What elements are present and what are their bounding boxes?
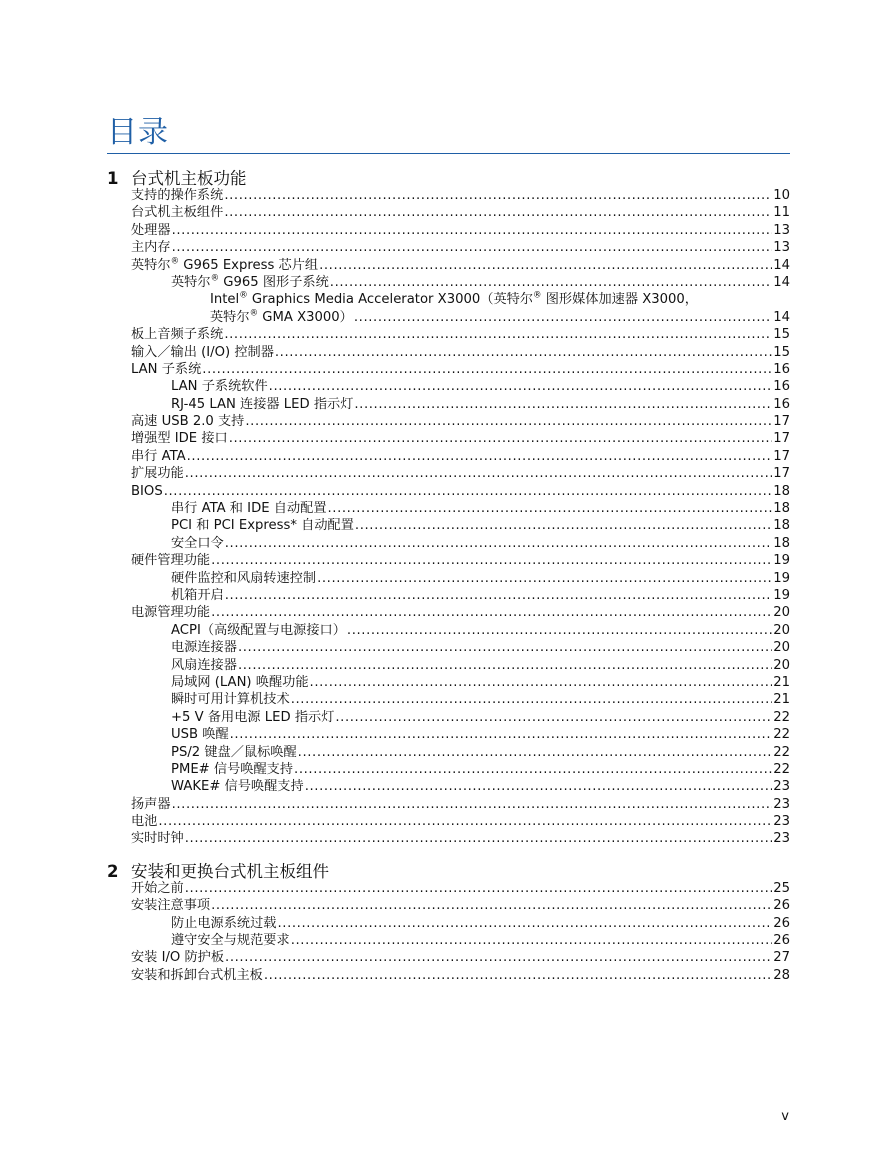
toc-entry[interactable] [107,778,790,795]
toc-entry-label: 串行 ATA [131,448,186,464]
toc-page-number: 27 [773,950,790,966]
toc-entry-label: 高速 USB 2.0 支持 [131,414,245,430]
toc-page-number: 23 [773,796,790,812]
toc-page-number: 23 [773,814,790,830]
dot-leader [211,552,772,569]
toc-entry-label: 处理器 [131,222,171,238]
toc-page-number: 13 [773,222,790,238]
dot-leader [225,949,772,966]
toc-page-number: 17 [773,431,790,447]
dot-leader [172,239,773,256]
toc-entry[interactable] [107,326,790,343]
toc-entry[interactable] [107,465,790,482]
toc-entry[interactable] [107,622,790,639]
toc-entry-label: PME# 信号唤醒支持 [171,761,294,777]
dot-leader [158,813,772,830]
toc-entry-label [210,309,353,326]
chapter-heading[interactable] [107,165,790,187]
toc-entry[interactable] [107,813,790,830]
toc-page-number: 19 [773,587,790,603]
toc-entry-label: USB 唤醒 [171,727,229,743]
dot-leader [298,744,773,761]
toc-entry[interactable] [107,657,790,674]
dot-leader [269,378,773,395]
toc-entry-label: 安装和拆卸台式机主板 [131,967,263,983]
toc-entry-label: 安全口令 [171,535,224,551]
toc-entry[interactable] [107,880,790,897]
toc-page-number: 17 [773,414,790,430]
dot-leader [224,204,772,221]
toc-page-number: 15 [773,344,790,360]
toc-page-number: 17 [773,466,790,482]
page-title: 目录 [107,115,169,150]
dot-leader [291,691,773,708]
toc-entry-label: 扬声器 [131,796,171,812]
toc-entry-label: RJ-45 LAN 连接器 LED 指示灯 [171,396,354,412]
toc-entry[interactable] [107,949,790,966]
toc-entry[interactable] [107,378,790,395]
toc-page-number: 14 [773,274,790,290]
toc-page-number: 21 [773,674,790,690]
chapter-title: 台式机主板功能 [131,169,247,188]
toc-entry-label: 增强型 IDE 接口 [131,431,228,447]
toc-entry[interactable] [107,187,790,204]
toc-page-number: 21 [773,692,790,708]
dot-leader [278,915,773,932]
dot-leader [238,657,772,674]
toc-entry-text: G965 Express 芯片组 [179,257,319,273]
toc-page-number: 26 [773,915,790,931]
toc-entry-label: LAN 子系统 [131,361,202,377]
toc-page-number: 22 [773,709,790,725]
footer-page-number: v [781,1109,789,1124]
toc-entry-text: G965 图形子系统 [219,274,329,290]
toc-entry[interactable] [107,430,790,447]
toc-entry[interactable] [107,915,790,932]
dot-leader [172,222,773,239]
toc-page-number: 10 [773,188,790,203]
toc-entry[interactable] [107,639,790,656]
toc-entry[interactable] [107,222,790,239]
toc-page-number: 20 [773,622,790,638]
toc-entry[interactable] [107,239,790,256]
toc-entry-label: 风扇连接器 [171,657,237,673]
dot-leader [294,761,772,778]
toc-page-number: 26 [773,933,790,949]
toc-page-number: 18 [773,518,790,534]
toc-page-number: 22 [773,744,790,760]
toc-entry-label: PCI 和 PCI Express* 自动配置 [171,518,354,534]
toc-entry-label: LAN 子系统软件 [171,379,268,395]
dot-leader [354,309,772,326]
dot-leader [238,639,772,656]
toc-entry-label: 串行 ATA 和 IDE 自动配置 [171,501,327,517]
dot-leader [330,274,772,291]
dot-leader [305,778,773,795]
dot-leader [230,726,773,743]
dot-leader [347,622,772,639]
toc-entry-label: 防止电源系统过载 [171,915,277,931]
title-divider [107,153,790,154]
dot-leader [335,709,772,726]
toc-entry-label: 硬件管理功能 [131,553,211,569]
dot-leader [185,465,772,482]
toc-entry[interactable] [107,761,790,778]
dot-leader [202,361,772,378]
toc-entry-label: 瞬时可用计算机技术 [171,692,290,708]
toc-entry[interactable] [107,967,790,984]
toc-entry-label: 遵守安全与规范要求 [171,933,290,949]
registered-mark: ® [210,273,220,284]
toc-entry[interactable] [107,344,790,361]
toc-page-number: 22 [773,727,790,743]
registered-mark: ® [239,290,248,301]
toc-entry-label: 机箱开启 [171,587,224,603]
registered-mark: ® [533,290,542,301]
dot-leader [211,897,772,914]
toc-entry[interactable] [107,517,790,534]
toc-entry[interactable] [107,257,790,274]
toc-entry[interactable] [107,587,790,604]
dot-leader [225,535,772,552]
toc-page-number: 26 [773,898,790,914]
toc-page-number: 14 [773,309,790,325]
dot-leader [187,448,773,465]
toc-entry-text: 英特尔 [131,257,171,273]
toc-entry-label: PS/2 键盘／鼠标唤醒 [171,744,297,760]
toc-entry-text: Graphics Media Accelerator X3000（英特尔 [247,292,534,308]
dot-leader [264,967,772,984]
toc-entry-label: 实时时钟 [131,831,184,847]
toc-entry[interactable] [107,535,790,552]
toc-entry-text: Intel [210,292,240,308]
toc-entry-label: 安装注意事项 [131,898,211,914]
toc-entry-label [171,274,329,291]
dot-leader [310,674,773,691]
toc-entry[interactable] [107,204,790,221]
toc-entry[interactable] [107,413,790,430]
toc-entry[interactable] [107,726,790,743]
dot-leader [211,604,772,621]
toc-entry-label: 扩展功能 [131,466,184,482]
toc-page-number: 18 [773,483,790,499]
toc-entry[interactable] [107,483,790,500]
dot-leader [185,830,772,847]
toc-entry[interactable] [107,361,790,378]
toc-entry-label: 局域网 (LAN) 唤醒功能 [171,674,309,690]
registered-mark: ® [249,308,259,319]
toc-page-number: 18 [773,535,790,551]
toc-page-number: 15 [773,327,790,343]
toc-entry-label: 开始之前 [131,880,184,896]
toc-entry-text: 图形媒体加速器 X3000， [541,292,698,308]
toc-entry-label: 电源连接器 [171,640,237,656]
toc-entry-label: 硬件监控和风扇转速控制 [171,570,317,586]
dot-leader [245,413,772,430]
toc-entry-label: 电池 [131,814,158,830]
toc-entry[interactable] [107,309,790,326]
toc-entry[interactable] [107,932,790,949]
toc-entry-text: GMA X3000） [258,309,353,325]
dot-leader [224,326,772,343]
dot-leader [164,483,773,500]
dot-leader [275,344,772,361]
toc-entry[interactable] [107,552,790,569]
toc-page-number: 16 [773,361,790,377]
toc-entry[interactable] [107,744,790,761]
dot-leader [224,187,772,204]
toc-entry-label: 支持的操作系统 [131,188,224,203]
dot-leader [291,932,773,949]
chapter-number: 2 [107,861,119,881]
chapter-title: 安装和更换台式机主板组件 [131,861,329,881]
toc-entry[interactable] [107,796,790,813]
toc-page-number: 14 [773,257,790,273]
toc-page-number: 19 [773,570,790,586]
registered-mark: ® [170,256,180,267]
toc-entry-label: +5 V 备用电源 LED 指示灯 [171,709,335,725]
toc-page-number: 16 [773,379,790,395]
toc-page-number: 20 [773,657,790,673]
toc-page-number: 20 [773,640,790,656]
toc-entry[interactable] [107,897,790,914]
toc-page-number: 13 [773,240,790,256]
toc-entry-label: WAKE# 信号唤醒支持 [171,779,304,795]
toc-entry[interactable] [107,500,790,517]
toc-entry-label: 安装 I/O 防护板 [131,950,225,966]
toc-entry[interactable] [107,396,790,413]
toc-page-number: 20 [773,605,790,621]
toc-entry-text: 英特尔 [210,309,250,325]
toc-entry[interactable] [107,274,790,291]
toc-entry[interactable] [107,830,790,847]
toc-page-number: 18 [773,501,790,517]
toc-entry-label: 台式机主板组件 [131,205,224,221]
toc-entry[interactable] [107,691,790,708]
toc-entry[interactable] [107,570,790,587]
dot-leader [185,880,772,897]
toc-entry[interactable] [107,604,790,621]
toc-page-number: 16 [773,396,790,412]
toc-entry-label [131,257,318,274]
toc-entry-label: 电源管理功能 [131,605,211,621]
toc-entry-text: 英特尔 [171,274,211,290]
toc-page-number: 25 [773,880,790,896]
dot-leader [354,396,772,413]
dot-leader [229,430,773,447]
toc-entry-label: 输入／输出 (I/O) 控制器 [131,344,274,360]
toc-page-number: 23 [773,779,790,795]
toc-page-number: 23 [773,831,790,847]
dot-leader [225,587,772,604]
dot-leader [319,257,772,274]
dot-leader [328,500,773,517]
chapter-heading[interactable] [107,858,790,880]
toc-page-number: 19 [773,553,790,569]
chapter-number: 1 [107,169,119,188]
toc-entry[interactable] [107,448,790,465]
toc-page-number: 28 [773,967,790,983]
toc-entry-label: 板上音频子系统 [131,327,224,343]
dot-leader [317,570,772,587]
toc-entry-label: 主内存 [131,240,171,256]
dot-leader [355,517,772,534]
toc-entry-label: BIOS [131,483,163,499]
toc-page-number: 17 [773,448,790,464]
toc-page-number: 22 [773,761,790,777]
table-of-contents [107,165,790,984]
toc-entry[interactable] [107,674,790,691]
toc-entry[interactable] [107,709,790,726]
dot-leader [172,796,773,813]
toc-entry-label: ACPI（高级配置与电源接口） [171,622,346,638]
toc-entry-line [107,291,790,308]
toc-page-number: 11 [773,205,790,221]
